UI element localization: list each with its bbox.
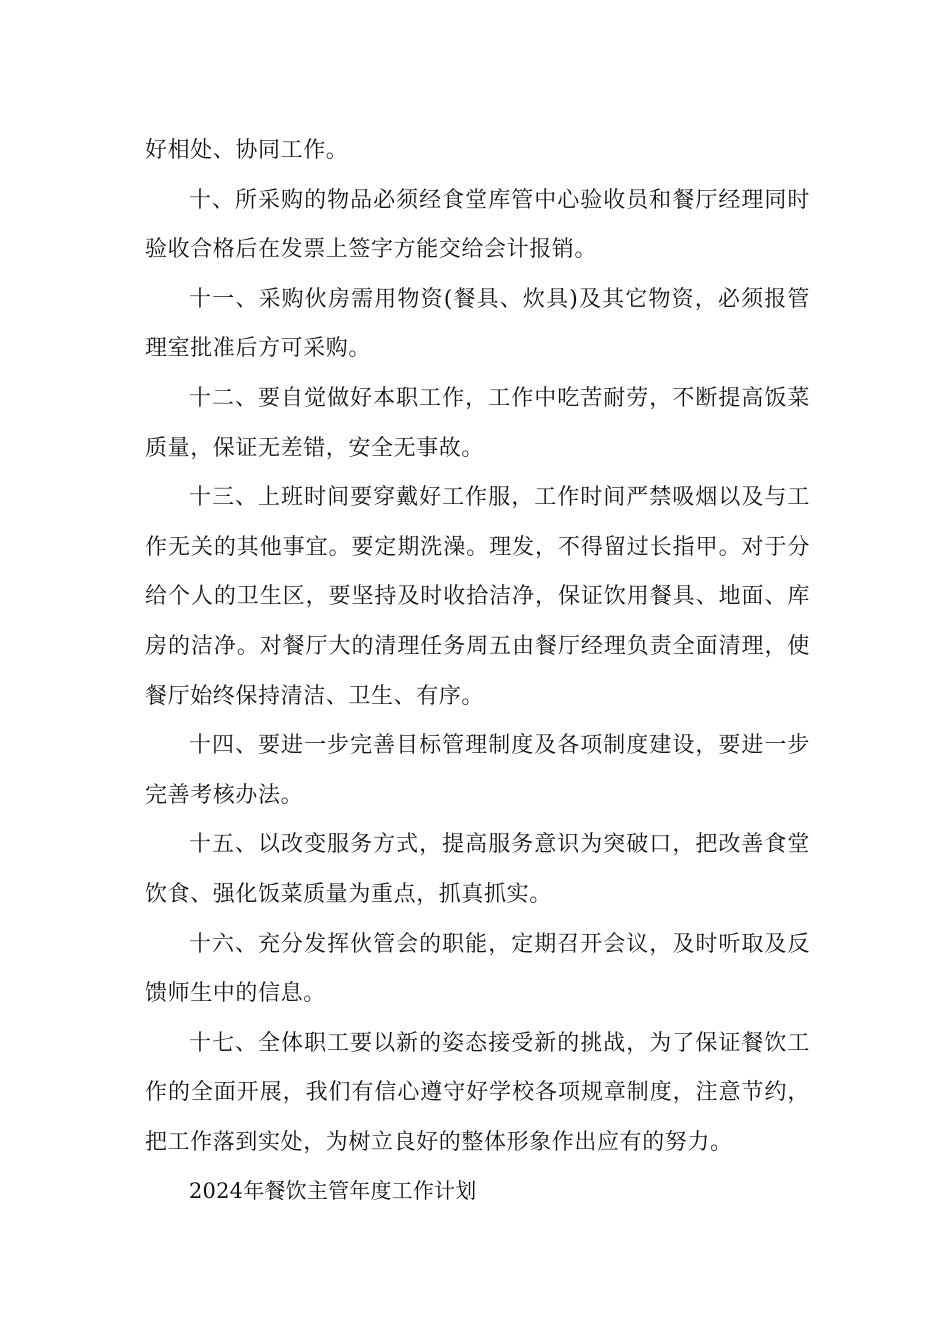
paragraph-item-17: 十七、全体职工要以新的姿态接受新的挑战，为了保证餐饮工作的全面开展，我们有信心遵守好学校各项规章制度，注意节约，把工作落到实处，为树立良好的整体形象作出应有的努力。 bbox=[145, 1030, 810, 1155]
next-section-title: 2024年餐饮主管年度工作计划 bbox=[189, 1179, 477, 1204]
document-body bbox=[145, 126, 810, 1217]
paragraph-item-13: 十三、上班时间要穿戴好工作服，工作时间严禁吸烟以及与工作无关的其他事宜。要定期洗澡。理发，不得留过长指甲。对于分给个人的卫生区，要坚持及时收拾洁净，保证饮用餐具、地面、库房的洁净。对餐厅大的清理任务周五由餐厅经理负责全面清理，使餐厅始终保持清洁、卫生、有序。 bbox=[145, 485, 810, 709]
paragraph-item-12: 十二、要自觉做好本职工作，工作中吃苦耐劳，不断提高饭菜质量，保证无差错，安全无事故。 bbox=[145, 385, 810, 461]
paragraph-item-15: 十五、以改变服务方式，提高服务意识为突破口，把改善食堂饮食、强化饭菜质量为重点，抓真抓实。 bbox=[145, 832, 810, 907]
paragraph-item-11: 十一、采购伙房需用物资(餐具、炊具)及其它物资，必须报管理室批准后方可采购。 bbox=[145, 286, 810, 362]
paragraph-continuation: 好相处、协同工作。 bbox=[145, 138, 349, 163]
paragraph-item-14: 十四、要进一步完善目标管理制度及各项制度建设，要进一步完善考核办法。 bbox=[145, 733, 810, 808]
paragraph-item-10: 十、所采购的物品必须经食堂库管中心验收员和餐厅经理同时验收合格后在发票上签字方能交给会计报销。 bbox=[145, 187, 810, 263]
paragraph-item-16: 十六、充分发挥伙管会的职能，定期召开会议，及时听取及反馈师生中的信息。 bbox=[145, 931, 810, 1007]
